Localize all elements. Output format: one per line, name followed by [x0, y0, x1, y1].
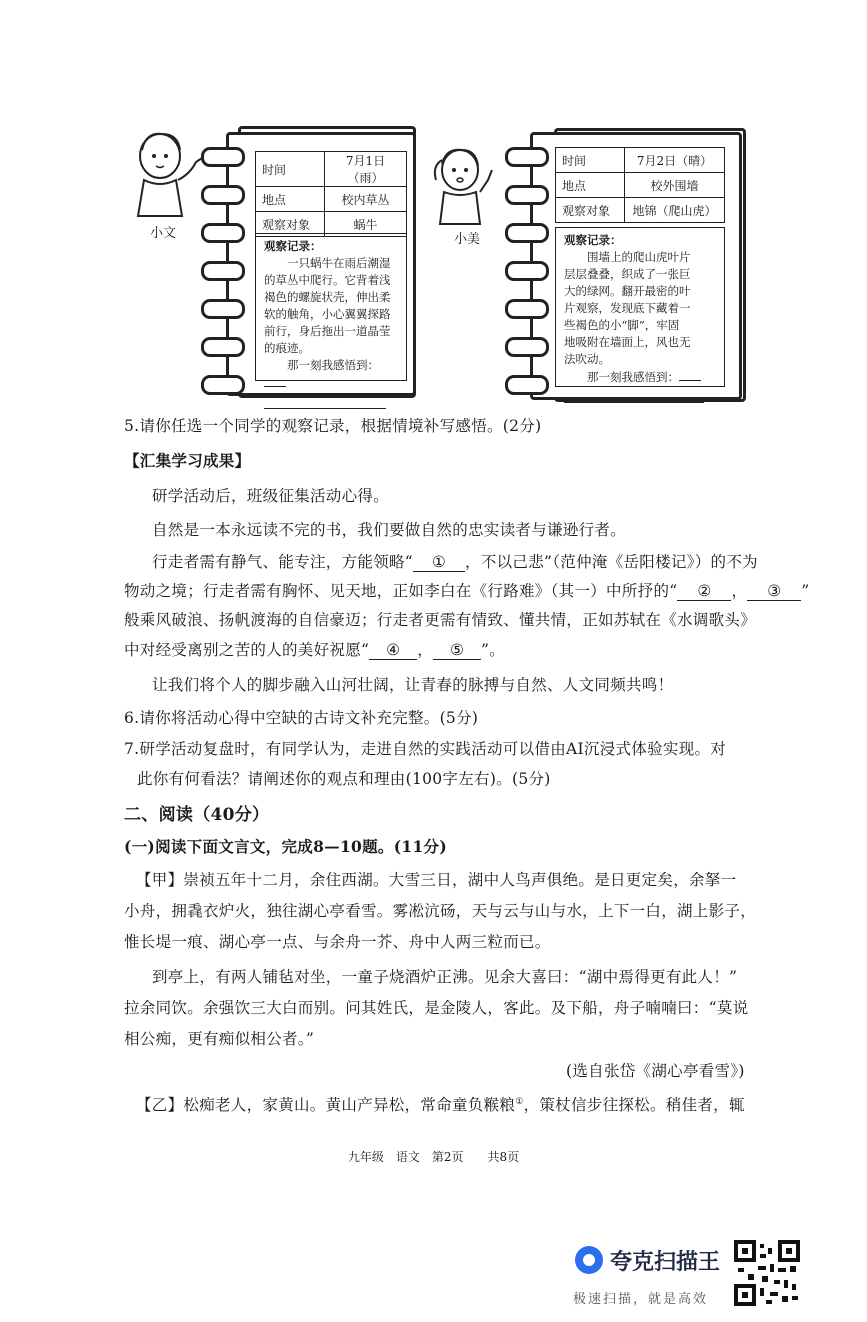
left-place-key: 地点 [256, 187, 325, 212]
question-6: 6.请你将活动心得中空缺的古诗文补充完整。(5分) [124, 709, 479, 727]
paragraph-3: 让我们将个人的脚步融入山河壮阔，让青春的脉搏与自然、人文同频共鸣！ [152, 676, 674, 694]
question-7-line-2: 此你有何看法？请阐述你的观点和理由(100字左右)。(5分) [137, 770, 551, 788]
right-character-name: 小美 [454, 232, 481, 247]
p2-text: ” [801, 582, 810, 600]
passage-jia-line-2: 小舟，拥毳衣炉火，独往湖心亭看雪。雾凇沆砀，天与云与山与水，上下一白，湖上影子， [124, 902, 757, 920]
passage-jia-line-4: 到亭上，有两人铺毡对坐，一童子烧酒炉正沸。见余大喜曰：“湖中焉得更有此人！” [152, 968, 738, 986]
left-character-drawing [130, 128, 206, 218]
watermark-subtitle: 极速扫描，就是高效 [573, 1292, 709, 1307]
right-prompt: 那一刻我感悟到： [587, 370, 679, 384]
right-record-line: 片观察，发现底下藏着一 [564, 301, 691, 315]
scanner-logo-icon [575, 1246, 603, 1274]
footnote-marker: ① [515, 1096, 524, 1107]
left-observation-record [255, 233, 407, 381]
passage-jia-line-6: 相公痴，更有痴似相公者。” [124, 1030, 315, 1048]
paragraph-2-line-3: 般乘风破浪、扬帆渡海的自信豪迈；行走者更需有情致、懂共情，正如苏轼在《水调歌头》 [124, 611, 757, 629]
part-2-heading: 二、阅读（40分） [124, 805, 270, 825]
p2-text: ， [417, 641, 434, 659]
left-record-title: 观察记录： [264, 239, 322, 253]
left-time-value: 7月1日（雨） [325, 152, 407, 187]
right-character-drawing [426, 140, 502, 226]
passage-jia-line-3: 惟长堤一痕、湖心亭一点、与余舟一芥、舟中人两三粒而已。 [124, 933, 551, 951]
right-place-value: 校外围墙 [625, 173, 725, 198]
right-record-line: 些褐色的小“脚”，牢固 [564, 318, 680, 332]
paragraph-2-line-4 [124, 638, 505, 660]
p2-text: ”。 [481, 641, 506, 659]
p2-text: ，不以己悲”（范仲淹《岳阳楼记》）的不为 [465, 553, 758, 571]
right-record-line: 层层叠叠，织成了一张巨 [564, 267, 691, 281]
p2-text: 物动之境；行走者需有胸怀、见天地，正如李白在《行路难》（其一）中所抒的“ [124, 582, 678, 600]
right-notebook-rings [505, 147, 549, 413]
blank-4: ④ [369, 641, 417, 660]
blank-3: ③ [747, 582, 801, 601]
left-record-line: 的草丛中爬行。它背着浅 [264, 273, 391, 287]
watermark-title: 夸克扫描王 [610, 1250, 721, 1275]
right-place-key: 地点 [556, 173, 625, 198]
blank-2: ② [677, 582, 731, 601]
left-answer-line [264, 392, 386, 409]
subsection-1-heading: (一)阅读下面文言文，完成8—10题。(11分) [124, 837, 447, 856]
qr-code-icon [734, 1240, 800, 1306]
yi-text: 【乙】松痴老人，家黄山。黄山产异松，常命童负糇粮 [136, 1096, 516, 1114]
right-observation-record [555, 227, 725, 387]
right-record-line: 地吸附在墙面上，风也无 [564, 335, 691, 349]
p2-text: ， [731, 582, 748, 600]
left-record-line: 前行，身后拖出一道晶莹 [264, 324, 391, 338]
right-time-value: 7月2日（晴） [625, 148, 725, 173]
blank-5: ⑤ [433, 641, 481, 660]
question-5: 5.请你任选一个同学的观察记录，根据情境补写感悟。(2分) [124, 417, 542, 435]
right-notebook [530, 132, 742, 400]
page-footer: 九年级 语文 第2页 共8页 [347, 1150, 520, 1164]
right-record-line: 法吹动。 [564, 352, 610, 366]
left-notebook-rings [201, 147, 245, 413]
right-answer-line [564, 386, 704, 403]
p2-text: 中对经受离别之苦的人的美好祝愿“ [124, 641, 370, 659]
intro-text: 研学活动后，班级征集活动心得。 [152, 487, 390, 505]
right-object-key: 观察对象 [556, 198, 625, 223]
paragraph-2-line-1 [152, 550, 758, 572]
left-record-line: 褐色的螺旋状壳，伸出柔 [264, 290, 391, 304]
passage-jia-line-5: 拉余同饮。余强饮三大白而别。问其姓氏，是金陵人，客此。及下船，舟子喃喃曰：“莫说 [124, 999, 749, 1017]
paragraph-2-line-2 [124, 579, 810, 601]
left-prompt: 那一刻我感悟到： [287, 358, 379, 372]
passage-jia-line-1: 【甲】崇祯五年十二月，余住西湖。大雪三日，湖中人鸟声俱绝。是日更定矣，余拏一 [136, 871, 737, 889]
p2-text: 行走者需有静气、能专注，方能领略“ [152, 553, 414, 571]
question-7-line-1: 7.研学活动复盘时，有同学认为，走进自然的实践活动可以借由AI沉浸式体验实现。对 [124, 740, 727, 758]
left-notebook [226, 132, 416, 396]
left-object-key: 观察对象 [256, 212, 325, 237]
passage-yi-line-1 [136, 1093, 745, 1115]
section-heading: 【汇集学习成果】 [124, 451, 251, 470]
left-record-line: 的痕迹。 [264, 341, 310, 355]
blank-1: ① [413, 553, 465, 572]
right-record-line: 围墙上的爬山虎叶片 [587, 250, 691, 264]
passage-jia-source: (选自张岱《湖心亭看雪》) [566, 1062, 745, 1080]
right-record-line: 大的绿网。翻开最密的叶 [564, 284, 691, 298]
right-time-key: 时间 [556, 148, 625, 173]
left-time-key: 时间 [256, 152, 325, 187]
left-record-line: 一只蜗牛在雨后潮湿 [287, 256, 391, 270]
left-place-value: 校内草丛 [325, 187, 407, 212]
left-record-line: 软的触角，小心翼翼探路 [264, 307, 391, 321]
right-info-table [555, 147, 725, 223]
yi-text: ，策杖信步往探松。稍佳者，辄 [523, 1096, 745, 1114]
paragraph-1: 自然是一本永远读不完的书，我们要做自然的忠实读者与谦逊行者。 [152, 521, 627, 539]
left-character-name: 小文 [150, 226, 177, 241]
left-info-table [255, 151, 407, 237]
left-object-value: 蜗牛 [325, 212, 407, 237]
right-object-value: 地锦（爬山虎） [625, 198, 725, 223]
right-record-title: 观察记录： [564, 233, 622, 247]
